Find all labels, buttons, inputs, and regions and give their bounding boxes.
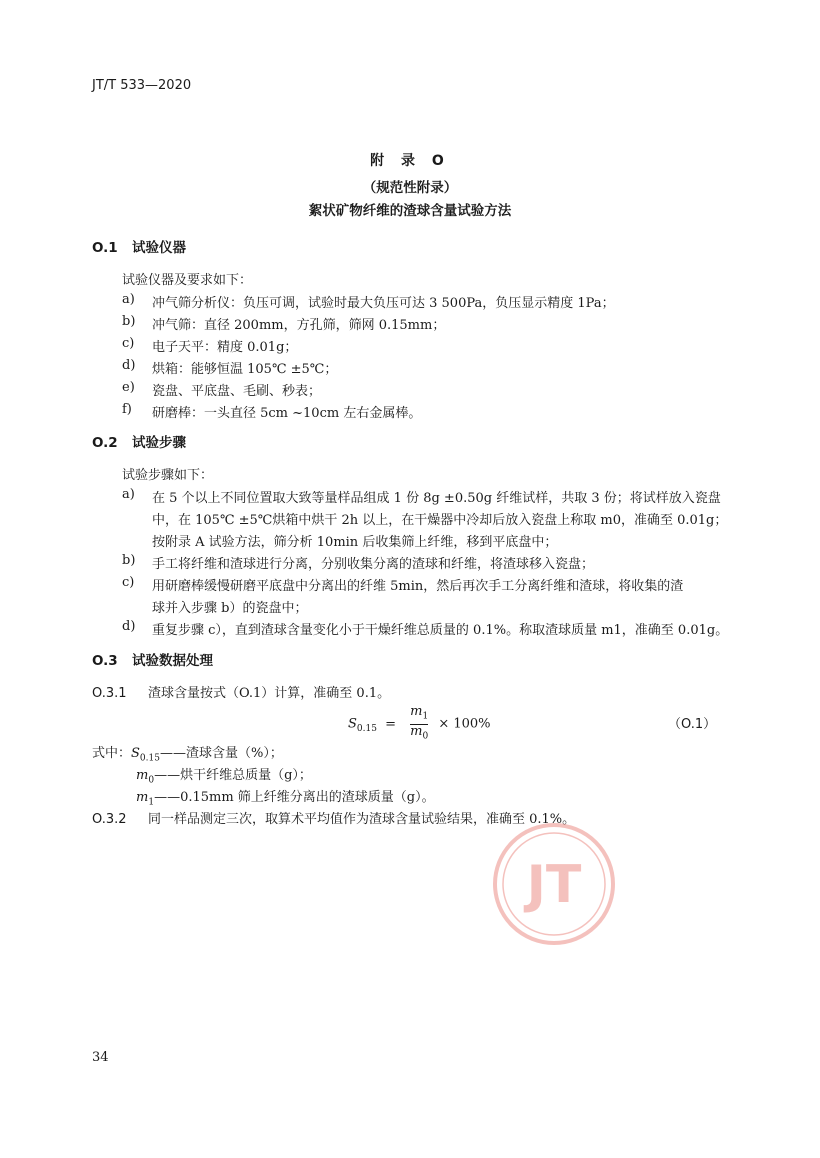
section-title: 试验数据处理 (132, 653, 213, 669)
section-o3-heading (92, 649, 213, 669)
where-line: $m_0——$烘干纤维总质量（g）； (136, 768, 312, 786)
item-label: c) (122, 336, 135, 351)
where-desc: ——渣球含量（%）； (159, 746, 283, 761)
item-text-line: 用研磨棒缓慢研磨平底盘中分离出的纤维 5min，然后再次手工分离纤维和渣球，将收集的渣 (152, 579, 684, 594)
section-title: 试验步骤 (132, 435, 186, 451)
item-label: d) (122, 619, 136, 634)
item-label: c) (122, 575, 135, 590)
formula-eq: = (385, 716, 396, 732)
item-text: 瓷盘、平底盘、毛刷、秒表； (152, 384, 322, 399)
clause-text: 同一样品测定三次，取算术平均值作为渣球含量试验结果，准确至 0.1%。 (148, 812, 576, 827)
item-text: 研磨棒：一头直径 5cm ~10cm 左右金属棒。 (152, 406, 422, 421)
equation-number: （O.1） (668, 717, 717, 732)
item-text-line: 按附录 A 试验方法，筛分析 10min 后收集筛上纤维，移到平底盘中； (152, 535, 558, 550)
item-text-line: 中，在 105℃ ±5℃烘箱中烘干 2h 以上，在干燥器中冷却后放入瓷盘上称取 m0，准确至 0.01g； (152, 513, 728, 528)
where-prefix: 式中： (92, 746, 132, 761)
svg-text:JT: JT (526, 855, 582, 915)
section-number: O.1 (92, 240, 118, 256)
item-text: 手工将纤维和渣球进行分离，分别收集分离的渣球和纤维，将渣球移入瓷盘； (152, 557, 595, 572)
section-o1-intro: 试验仪器及要求如下： (122, 273, 253, 288)
section-o2-intro: 试验步骤如下： (122, 468, 214, 483)
formula-lhs-sub: 0.15 (356, 724, 377, 735)
clause-o31 (92, 682, 390, 701)
where-symbol: m (136, 768, 149, 783)
section-o2-heading (92, 431, 186, 451)
where-desc: ——烘干纤维总质量（g）； (154, 768, 312, 783)
item-text: 重复步骤 c），直到渣球含量变化小于干燥纤维总质量的 0.1%。称取渣球质量 m1，准确至 0.01g。 (152, 623, 729, 638)
standard-number: JT/T 533—2020 (92, 78, 192, 93)
appendix-nature: （规范性附录） (362, 180, 458, 196)
section-title: 试验仪器 (132, 240, 186, 256)
item-label: a) (122, 487, 135, 502)
formula-numerator: $m_1$ (410, 704, 429, 722)
item-text: 冲气筛分析仪：负压可调，试验时最大负压可达 3 500Pa，负压显示精度 1Pa； (152, 296, 615, 311)
item-label: a) (122, 292, 135, 307)
item-label: b) (122, 553, 136, 568)
item-label: b) (122, 314, 136, 329)
clause-text: 渣球含量按式（O.1）计算，准确至 0.1。 (148, 686, 391, 701)
formula-lhs: S (348, 716, 357, 732)
where-line: $m_1——0.15mm$ 筛上纤维分离出的渣球质量（g）。 (136, 790, 435, 808)
appendix-name: 絮状矿物纤维的渣球含量试验方法 (308, 203, 512, 219)
where-symbol: m (136, 790, 149, 805)
formula-o1 (348, 705, 491, 743)
item-text: 烘箱：能够恒温 105℃ ±5℃； (152, 362, 338, 377)
item-text-line: 球并入步骤 b）的瓷盘中； (152, 601, 308, 616)
item-label: f) (122, 402, 132, 417)
section-o1-heading (92, 236, 186, 256)
where-desc: ——0.15mm 筛上纤维分离出的渣球质量（g）。 (154, 790, 435, 805)
clause-number: O.3.2 (92, 812, 127, 827)
jt-stamp-logo (492, 822, 616, 946)
clause-number: O.3.1 (92, 686, 127, 701)
item-text: 电子天平：精度 0.01g； (152, 340, 298, 355)
section-number: O.3 (92, 653, 118, 669)
item-label: d) (122, 358, 136, 373)
formula-denominator: $m_0$ (410, 723, 429, 742)
section-number: O.2 (92, 435, 118, 451)
formula-tail: × 100% (438, 716, 491, 732)
where-line: 式中：$S_{0.15}——$渣球含量（%）； (92, 746, 283, 764)
where-symbol: S (131, 746, 140, 761)
item-text-line: 在 5 个以上不同位置取大致等量样品组成 1 份 8g ±0.50g 纤维试样，共取 3 份；将试样放入瓷盘 (152, 491, 721, 506)
item-text: 冲气筛：直径 200mm，方孔筛，筛网 0.15mm； (152, 318, 446, 333)
formula-fraction (410, 705, 428, 743)
item-label: e) (122, 380, 135, 395)
page-number: 34 (92, 1050, 109, 1065)
appendix-title: 附 录 O (370, 153, 450, 169)
